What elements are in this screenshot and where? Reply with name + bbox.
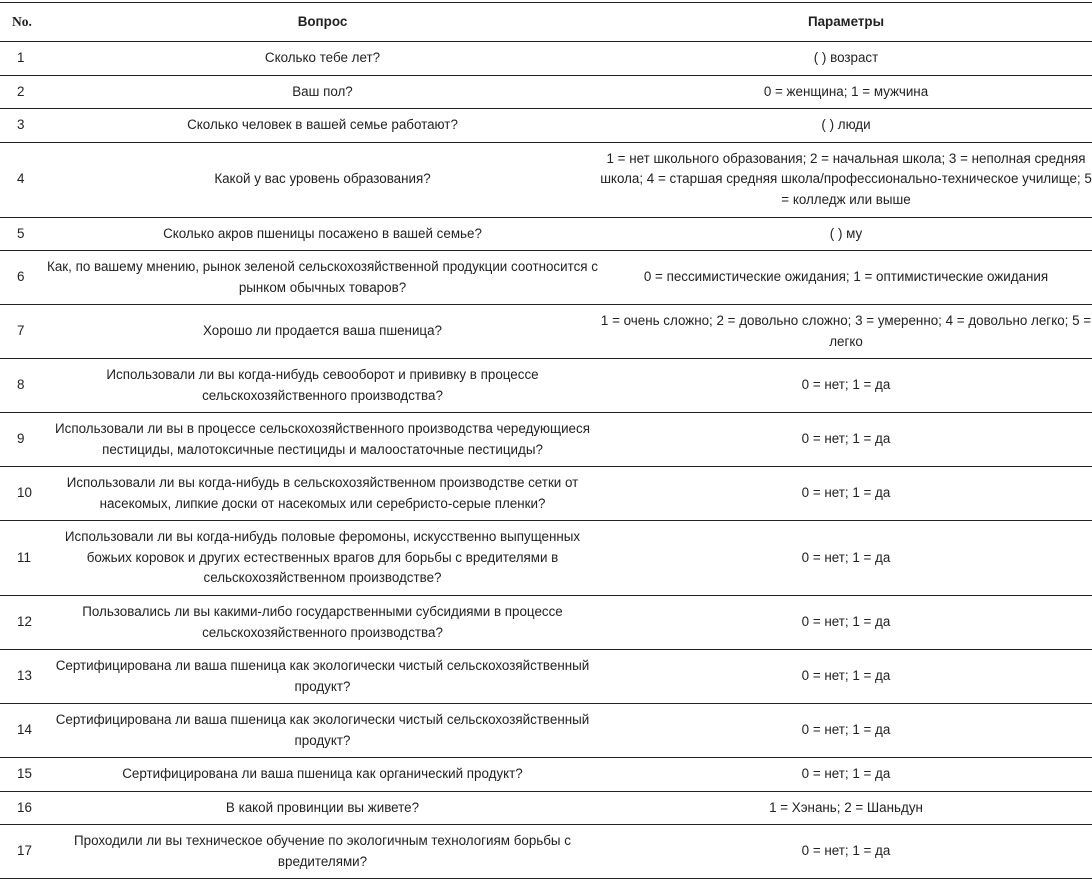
- cell-params: 0 = нет; 1 = да: [600, 704, 1092, 758]
- cell-no: 2: [0, 75, 45, 109]
- cell-no: 12: [0, 596, 45, 650]
- cell-question: Хорошо ли продается ваша пшеница?: [45, 305, 600, 359]
- cell-no: 3: [0, 109, 45, 143]
- cell-params: 1 = нет школьного образования; 2 = начальная школа; 3 = неполная средняя школа; 4 = старшая средняя школа/профессионально-техническое училище; 5 = колледж или выше: [600, 142, 1092, 217]
- table-row: [0, 825, 1092, 879]
- cell-no: 14: [0, 704, 45, 758]
- cell-params: 1 = Хэнань; 2 = Шаньдун: [600, 791, 1092, 825]
- cell-question: Сертифицирована ли ваша пшеница как экологически чистый сельскохозяйственный продукт?: [45, 650, 600, 704]
- cell-no: 6: [0, 251, 45, 305]
- cell-no: 15: [0, 758, 45, 792]
- cell-no: 13: [0, 650, 45, 704]
- cell-question: Использовали ли вы когда-нибудь севооборот и прививку в процессе сельскохозяйственного производства?: [45, 359, 600, 413]
- table-row: [0, 42, 1092, 76]
- table-row: [0, 413, 1092, 467]
- cell-question: Сколько акров пшеницы посажено в вашей семье?: [45, 217, 600, 251]
- cell-params: 0 = нет; 1 = да: [600, 758, 1092, 792]
- header-params: Параметры: [600, 3, 1092, 42]
- cell-question: Как, по вашему мнению, рынок зеленой сельскохозяйственной продукции соотносится с рынком обычных товаров?: [45, 251, 600, 305]
- cell-no: 9: [0, 413, 45, 467]
- cell-params: 0 = нет; 1 = да: [600, 467, 1092, 521]
- cell-no: 10: [0, 467, 45, 521]
- table-row: [0, 467, 1092, 521]
- table-body: [0, 42, 1092, 879]
- cell-question: Сертифицирована ли ваша пшеница как экологически чистый сельскохозяйственный продукт?: [45, 704, 600, 758]
- table-row: [0, 758, 1092, 792]
- cell-params: ( ) возраст: [600, 42, 1092, 76]
- table-row: [0, 791, 1092, 825]
- table-row: [0, 704, 1092, 758]
- cell-no: 1: [0, 42, 45, 76]
- cell-question: Пользовались ли вы какими-либо государственными субсидиями в процессе сельскохозяйственного производства?: [45, 596, 600, 650]
- table-header: [0, 3, 1092, 42]
- cell-params: 0 = женщина; 1 = мужчина: [600, 75, 1092, 109]
- cell-question: Сколько тебе лет?: [45, 42, 600, 76]
- cell-question: Какой у вас уровень образования?: [45, 142, 600, 217]
- table-row: [0, 75, 1092, 109]
- cell-no: 11: [0, 521, 45, 596]
- table-row: [0, 217, 1092, 251]
- table-row: [0, 521, 1092, 596]
- cell-params: 0 = нет; 1 = да: [600, 825, 1092, 879]
- cell-question: Использовали ли вы когда-нибудь в сельскохозяйственном производстве сетки от насекомых, липкие доски от насекомых или серебристо-серые пленки?: [45, 467, 600, 521]
- cell-params: 0 = нет; 1 = да: [600, 521, 1092, 596]
- cell-question: В какой провинции вы живете?: [45, 791, 600, 825]
- table-row: [0, 251, 1092, 305]
- header-question: Вопрос: [45, 3, 600, 42]
- table-row: [0, 109, 1092, 143]
- cell-params: 0 = пессимистические ожидания; 1 = оптимистические ожидания: [600, 251, 1092, 305]
- cell-params: 0 = нет; 1 = да: [600, 359, 1092, 413]
- table-row: [0, 142, 1092, 217]
- cell-params: 0 = нет; 1 = да: [600, 413, 1092, 467]
- cell-no: 17: [0, 825, 45, 879]
- survey-table: [0, 2, 1092, 879]
- cell-params: 0 = нет; 1 = да: [600, 650, 1092, 704]
- cell-no: 8: [0, 359, 45, 413]
- cell-params: 0 = нет; 1 = да: [600, 596, 1092, 650]
- table-row: [0, 359, 1092, 413]
- header-row: [0, 3, 1092, 42]
- cell-params: ( ) му: [600, 217, 1092, 251]
- table-row: [0, 596, 1092, 650]
- cell-question: Использовали ли вы в процессе сельскохозяйственного производства чередующиеся пестициды, малотоксичные пестициды и малоостаточные пестициды?: [45, 413, 600, 467]
- cell-params: 1 = очень сложно; 2 = довольно сложно; 3 = умеренно; 4 = довольно легко; 5 = легко: [600, 305, 1092, 359]
- cell-question: Проходили ли вы техническое обучение по экологичным технологиям борьбы с вредителями?: [45, 825, 600, 879]
- cell-question: Сколько человек в вашей семье работают?: [45, 109, 600, 143]
- cell-question: Ваш пол?: [45, 75, 600, 109]
- cell-no: 16: [0, 791, 45, 825]
- cell-no: 4: [0, 142, 45, 217]
- cell-question: Сертифицирована ли ваша пшеница как органический продукт?: [45, 758, 600, 792]
- cell-params: ( ) люди: [600, 109, 1092, 143]
- table-row: [0, 305, 1092, 359]
- cell-no: 7: [0, 305, 45, 359]
- cell-no: 5: [0, 217, 45, 251]
- cell-question: Использовали ли вы когда-нибудь половые феромоны, искусственно выпущенных божьих коровок и других естественных врагов для борьбы с вредителями в сельскохозяйственном производстве?: [45, 521, 600, 596]
- table-row: [0, 650, 1092, 704]
- header-no: No.: [0, 3, 45, 42]
